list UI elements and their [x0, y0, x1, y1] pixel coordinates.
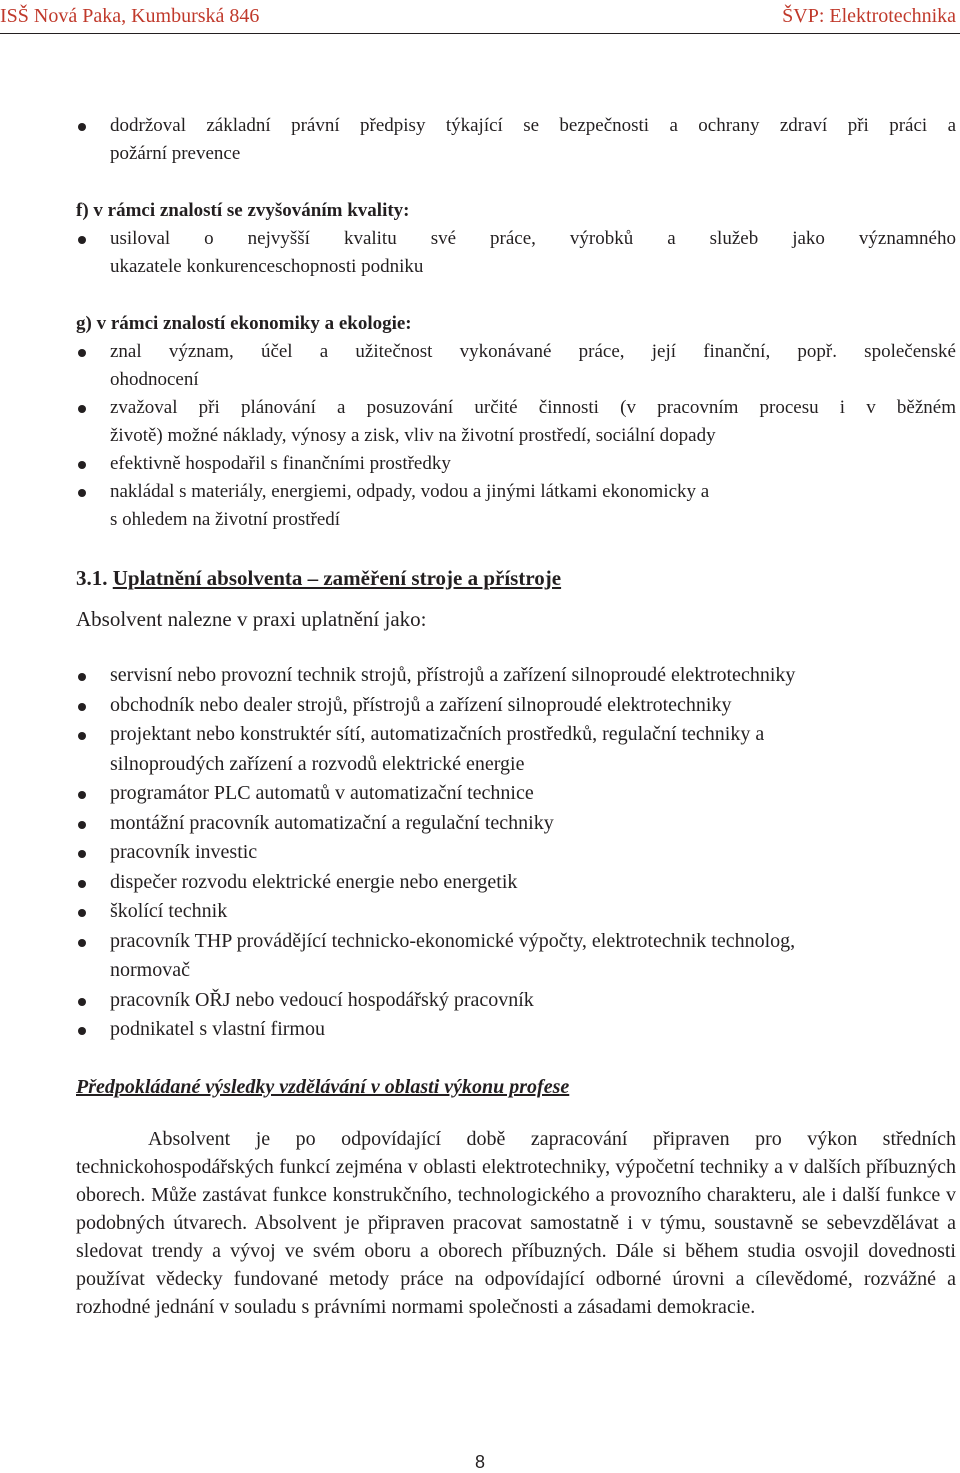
- list-item-line: efektivně hospodařil s finančními prostředky: [110, 453, 451, 474]
- list-item-line: zvažoval při plánování a posuzování určité činnosti (v pracovním procesu i v běžném: [110, 397, 956, 418]
- list-item-line: nakládal s materiály, energiemi, odpady, vodou a jinými látkami ekonomicky a: [110, 481, 710, 502]
- list-item-line: programátor PLC automatů v automatizační technice: [110, 782, 534, 804]
- list-item-line: silnoproudých zařízení a rozvodů elektrické energie: [110, 752, 525, 775]
- list-item: [76, 897, 956, 927]
- list-item-line: požární prevence: [110, 143, 241, 164]
- list-item: [76, 661, 956, 691]
- list-item-line: životě) možné náklady, výnosy a zisk, vliv na životní prostředí, sociální dopady: [110, 425, 716, 446]
- list-item: [76, 225, 956, 281]
- list-item-line: ohodnocení: [110, 369, 199, 390]
- list-item-line: dispečer rozvodu elektrické energie nebo energetik: [110, 870, 518, 893]
- header-school: ISŠ Nová Paka, Kumburská 846: [0, 5, 260, 27]
- list-item: [76, 478, 956, 534]
- list-item-line: pracovník THP provádějící technicko-ekonomické výpočty, elektrotechnik technolog,: [110, 929, 796, 952]
- section-title: [76, 563, 956, 593]
- section-g: [76, 310, 956, 534]
- list-item-line: normovač: [110, 959, 190, 981]
- list-item-line: školící technik: [110, 900, 228, 922]
- list-item-line: ukazatele konkurenceschopnosti podniku: [110, 256, 424, 277]
- section-title-text: Uplatnění absolventa – zaměření stroje a přístroje: [112, 566, 562, 590]
- section-heading: f) v rámci znalostí se zvyšováním kvality:: [76, 200, 410, 221]
- jobs-intro: Absolvent nalezne v praxi uplatnění jako:: [76, 607, 427, 631]
- list-item: [76, 927, 956, 986]
- outcomes-paragraph: Absolvent je po odpovídající době zapracování připraven pro výkon středních technickohospodářských funkcí zejména v oblasti elektrotechniky, výpočetní techniky a v dalších příbuzných oborech. Může zastávat funkce konstrukčního, technologického a provozního charakteru, ale i další funkce v podobných útvarech. Absolvent je připraven pracovat samostatně i v týmu, soustavně se sebevzdělávat a sledovat trendy a vývoj ve svém oboru a oborech příbuzných. Dále si během studia osvojil dovednosti používat vědecky fundované metody práce na odpovídající odborné úrovni a cílevědomé, rozvážné a rozhodné jednání v souladu s právními normami společnosti a zásadami demokracie.: [76, 1127, 956, 1318]
- list-item: [76, 691, 956, 721]
- list-item-line: montážní pracovník automatizační a regulační techniky: [110, 811, 554, 834]
- list-item-line: dodržoval základní právní předpisy týkající se bezpečnosti a ochrany zdraví při práci a: [110, 115, 956, 136]
- list-item-line: znal význam, účel a užitečnost vykonávané práce, její finanční, popř. společenské: [110, 341, 956, 362]
- list-item-line: servisní nebo provozní technik strojů, přístrojů a zařízení silnoproudé elektrotechniky: [110, 664, 796, 686]
- list-item: [76, 809, 956, 839]
- list-item: [76, 1015, 956, 1045]
- header-program: ŠVP: Elektrotechnika: [782, 5, 956, 27]
- list-item-line: usiloval o nejvyšší kvalitu své práce, výrobků a služeb jako významného: [110, 228, 956, 249]
- list-item: [76, 112, 956, 168]
- list-item-line: pracovník OŘJ nebo vedoucí hospodářský pracovník: [110, 988, 534, 1011]
- outcomes-title: Předpokládané výsledky vzdělávání v oblasti výkonu profese: [76, 1075, 570, 1098]
- page-content: [76, 112, 956, 1321]
- list-item-line: podnikatel s vlastní firmou: [110, 1018, 325, 1040]
- list-item-line: projektant nebo konstruktér sítí, automatizačních prostředků, regulační techniky a: [110, 723, 765, 745]
- list-item: [76, 779, 956, 809]
- list-item: [76, 450, 956, 478]
- list-item: [76, 338, 956, 394]
- list-item-line: obchodník nebo dealer strojů, přístrojů a zařízení silnoproudé elektrotechniky: [110, 693, 732, 716]
- section-heading: g) v rámci znalostí ekonomiky a ekologie:: [76, 313, 412, 334]
- list-item: [76, 838, 956, 868]
- page-number: 8: [474, 1452, 485, 1472]
- list-item: [76, 986, 956, 1016]
- list-item: [76, 868, 956, 898]
- page-header: [0, 0, 960, 34]
- list-item-line: s ohledem na životní prostředí: [110, 509, 341, 530]
- list-item: [76, 720, 956, 779]
- list-item-line: pracovník investic: [110, 841, 258, 863]
- section-f: [76, 197, 956, 281]
- section-number: 3.1.: [76, 566, 113, 590]
- jobs-list: [76, 661, 956, 1045]
- list-item: [76, 394, 956, 450]
- section-safety: [76, 112, 956, 168]
